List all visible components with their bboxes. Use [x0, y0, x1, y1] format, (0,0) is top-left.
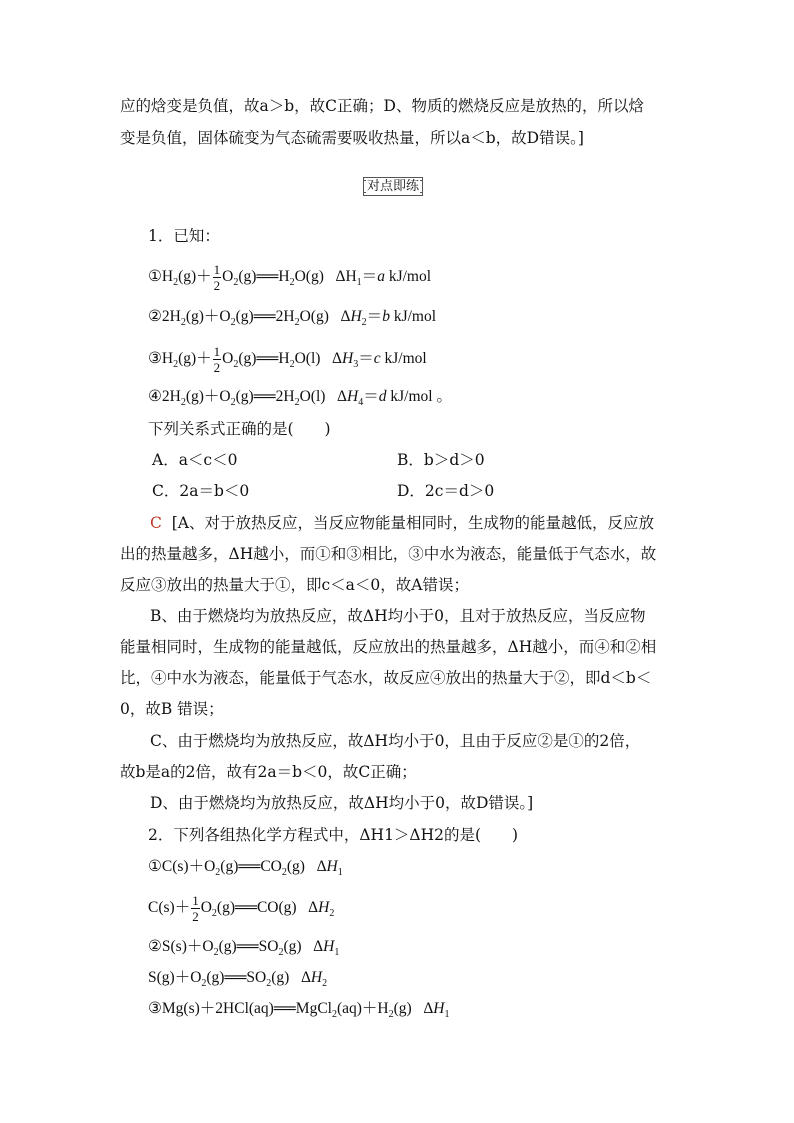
equation-4: $④2H_2(g)+O_2(g)══2H_2O(l)$ $\Delta H_4=d$ kJ/mol 。 — [148, 388, 452, 409]
question-1-prompt: 下列关系式正确的是( ) — [148, 420, 331, 438]
text-line: 应的焓变是负值，故a＞b，故C正确；D、物质的燃烧反应是放热的，所以焓 — [120, 97, 644, 115]
equation-2: $②2H_2(g)+O_2(g)══2H_2O(g)$ $\Delta H_2=b$ kJ/mol — [148, 308, 437, 329]
text-line: 变是负值，固体硫变为气态硫需要吸收热量，所以a＜b，故D错误。] — [120, 129, 584, 147]
option-c[interactable]: C．2a＝b＜0 — [152, 482, 250, 500]
explanation-line: 出的热量越多，ΔH越小，而①和③相比，③中水为液态，能量低于气态水，故 — [120, 545, 657, 563]
explanation-line: D、由于燃烧均为放热反应，故ΔH均小于0，故D错误。] — [150, 794, 534, 812]
section-badge: 对点即练 — [363, 177, 423, 196]
q2-equation-1a: $①C(s)+O_2(g)══CO_2(g)$ $\Delta H_1$ — [148, 858, 343, 879]
explanation-line: B、由于燃烧均为放热反应，故ΔH均小于0，且对于放热反应，当反应物 — [150, 607, 646, 625]
explanation-line: 故b是a的2倍，故有2a＝b＜0，故C正确； — [120, 763, 417, 781]
q2-equation-2a: $②S(s)+O_2(g)══SO_2(g)$ $\Delta H_1$ — [148, 938, 340, 959]
fraction: $\frac{1}{2}$ — [213, 262, 221, 293]
option-d[interactable]: D．2c＝d＞0 — [397, 482, 495, 500]
option-a[interactable]: A．a＜c＜0 — [152, 451, 238, 469]
fraction: $\frac{1}{2}$ — [192, 893, 199, 924]
explanation-text: [A、对于放热反应，当反应物能量相同时，生成物的能量越低，反应放 — [171, 514, 654, 532]
answer-line — [150, 512, 654, 534]
explanation-line: 能量相同时，生成物的能量越低，反应放出的热量越多，ΔH越小，而④和②相 — [120, 638, 657, 656]
explanation-line: C、由于燃烧均为放热反应，故ΔH均小于0，且由于反应②是①的2倍， — [150, 732, 641, 750]
question-1-title: 1．已知： — [148, 227, 220, 245]
answer-letter: C — [150, 514, 162, 532]
fraction: $\frac{1}{2}$ — [213, 344, 221, 375]
q2-equation-3a: $③Mg(s)+2HCl(aq)══MgCl_2(aq)+H_2(g)$ $\Delta H_1$ — [148, 1000, 450, 1021]
explanation-line: 反应③放出的热量大于①，即c＜a＜0，故A错误； — [120, 576, 469, 594]
option-b[interactable]: B．b＞d＞0 — [397, 451, 485, 469]
question-2-title: 2．下列各组热化学方程式中，ΔH1＞ΔH2的是( ) — [148, 826, 519, 844]
equation-3: $③H_2(g)+$ $\frac{1}{2}$ $O_2(g)══H_2O(l)$ $\Delta H_3=c$ kJ/mol — [148, 344, 427, 375]
equation-1: $①H_2(g)+$ $\frac{1}{2}$ $O_2(g)══H_2O(g)$ $\Delta H_1=a$ kJ/mol — [148, 262, 432, 293]
explanation-line: 0，故B 错误； — [120, 700, 224, 718]
q2-equation-1b: C(s)＋ $\frac{1}{2}$ $O_2(g)══CO(g)$ $\Delta H_2$ — [148, 893, 335, 924]
explanation-line: 比，④中水为液态，能量低于气态水，故反应④放出的热量大于②，即d＜b＜ — [120, 669, 652, 687]
q2-equation-2b: $S(g)+O_2(g)══SO_2(g)$ $\Delta H_2$ — [148, 969, 328, 990]
